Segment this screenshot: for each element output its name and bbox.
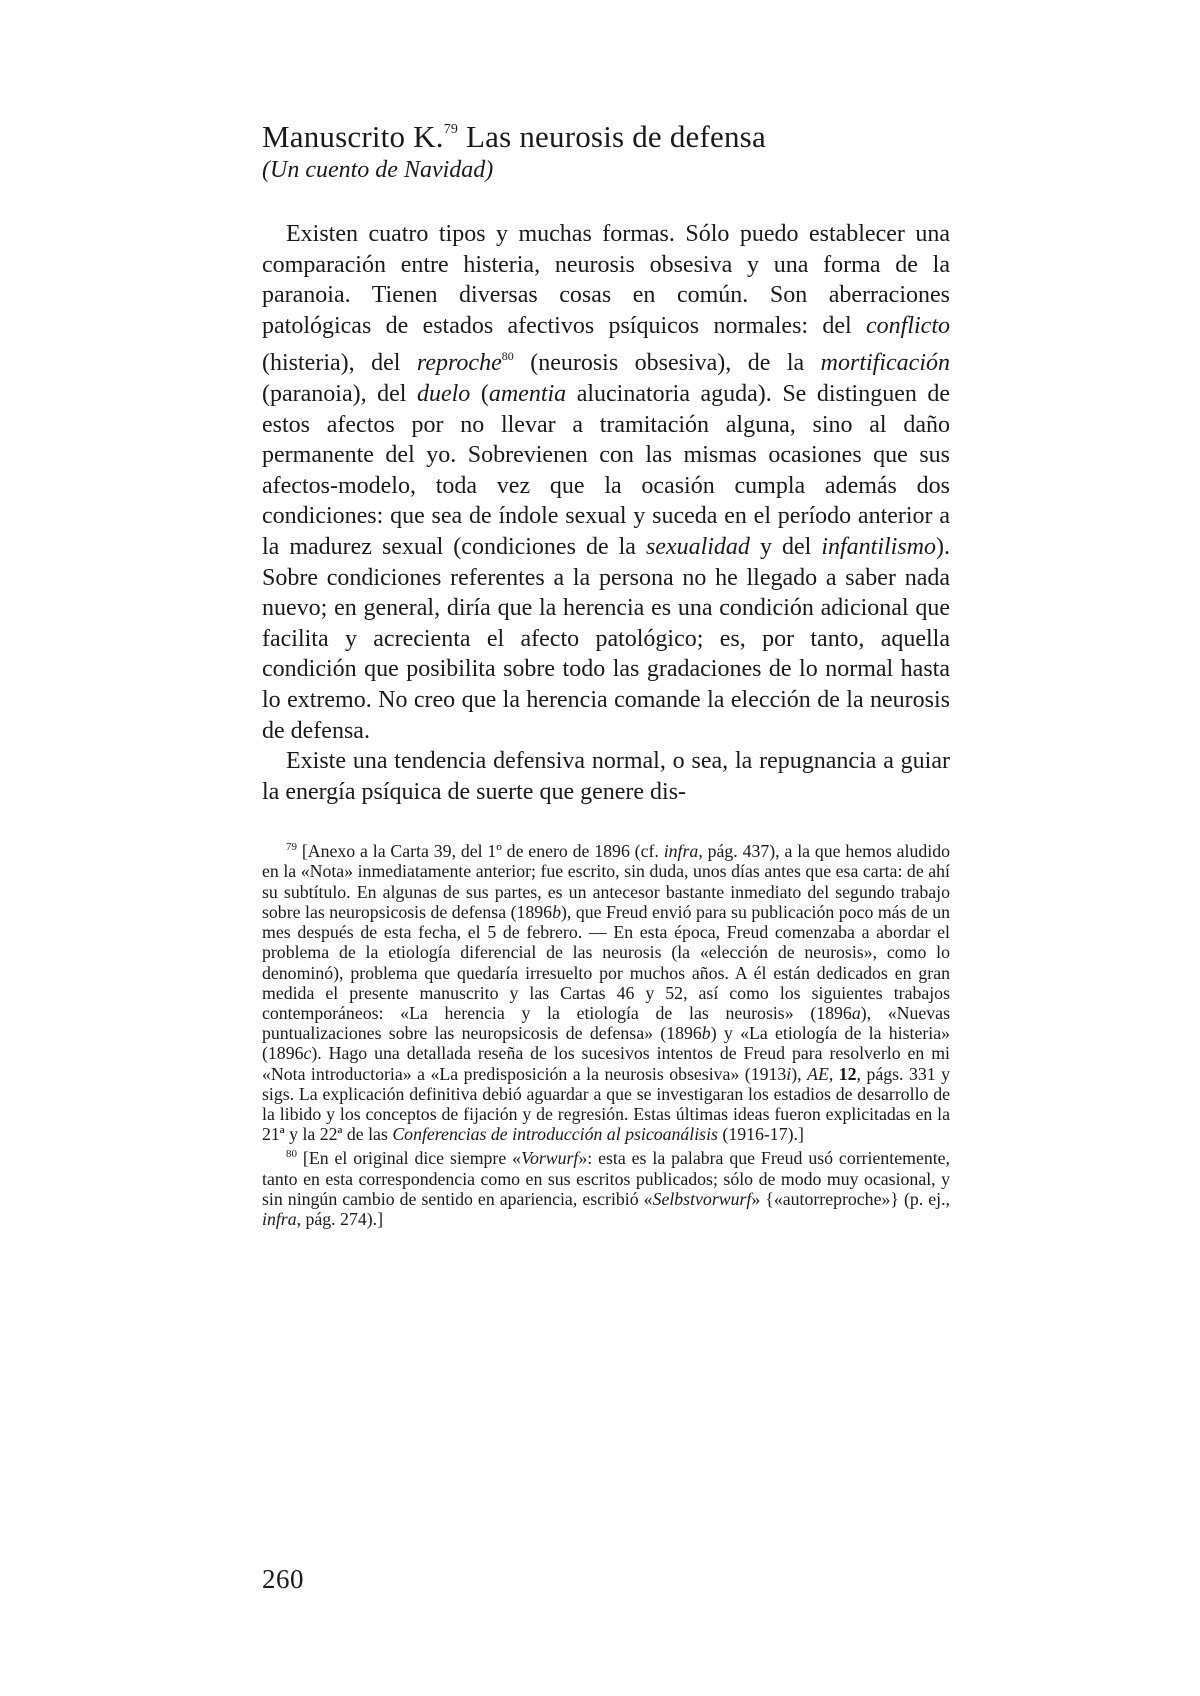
bold-run: 12 [838, 1063, 857, 1084]
main-text [262, 219, 950, 807]
text-run: ). Sobre condiciones referentes a la persona no he llegado a saber nada nuevo; en general, diría que la herencia es una condición adicional que facilita y acrecienta el afecto patológico; es, por tanto, aquella condición que posibilita sobre todo las gradaciones de lo normal hasta lo extremo. No creo que la herencia comande la elección de la neurosis de defensa. [262, 533, 950, 744]
text-run: , [828, 1063, 839, 1084]
paragraph-1 [262, 219, 950, 746]
title-text: Manuscrito K. [262, 119, 444, 154]
footnotes [262, 837, 950, 1229]
term-conflicto: conflicto [866, 312, 950, 339]
italic-run: infra [262, 1208, 297, 1229]
term-reproche: reproche [416, 350, 502, 377]
text-run: »: esta es la palabra que Freud usó corrientemente, tanto en esta correspondencia como en sus escritos publicados; sólo de modo muy ocasional, y sin ningún cambio de sentido en apariencia, escribió « [262, 1148, 951, 1209]
footnote-80 [262, 1144, 950, 1229]
text-run: y del [749, 533, 822, 560]
text-run: ), «Nuevas puntualizaciones sobre las neuropsicosis de defensa» (1896 [262, 1002, 950, 1044]
text-run: (neurosis obsesiva), de la [513, 350, 821, 377]
text-run: ( [470, 380, 489, 407]
footnote-79 [262, 837, 950, 1144]
italic-run: infra [663, 841, 699, 862]
term-duelo: duelo [416, 380, 471, 407]
text-run: ). Hago una detallada reseña de los sucesivos intentos de Freud para resolverlo en mi «Nota introductoria» a «La predisposición a la neurosis obsesiva» (1913 [262, 1043, 950, 1084]
paragraph-2: Existe una tendencia defensiva normal, o sea, la repugnancia a guiar la energía psíquica de suerte que genere dis- [262, 748, 950, 805]
page-subtitle: (Un cuento de Navidad) [262, 157, 494, 183]
text-run: ), [791, 1063, 808, 1084]
page-number: 260 [262, 1564, 304, 1594]
text-run: Existen cuatro tipos y muchas formas. Sólo puedo establecer una comparación entre histeria, neurosis obsesiva y una forma de la paranoia. Tienen diversas cosas en común. Son aberraciones patológicas de estados afectivos psíquicos normales: del [262, 221, 950, 339]
text-run: [Anexo a la Carta 39, del 1º de enero de 1896 (cf. [297, 841, 664, 862]
page-title [262, 112, 950, 155]
italic-run: a [851, 1002, 861, 1023]
title-rest: Las neurosis de defensa [458, 119, 766, 154]
italic-run: b [701, 1023, 711, 1044]
term-infantilismo: infantilismo [821, 533, 936, 560]
text-run: alucinatoria aguda). Se distinguen de estos afectos por no llevar a tramitación alguna, sino al daño permanente del yo. Sobrevienen con las mismas ocasiones que sus afectos-modelo, toda vez que la ocasión cumpla además dos condiciones: que sea de índole sexual y suceda en el período anterior a la madurez sexual (condiciones de la [262, 380, 951, 560]
italic-run: Conferencias de introducción al psicoanálisis [392, 1124, 718, 1145]
italic-run: Selbstvorwurf [652, 1188, 752, 1209]
term-sexualidad: sexualidad [645, 533, 750, 560]
text-run: (1916-17).] [717, 1124, 804, 1145]
term-amentia: amentia [488, 380, 567, 407]
italic-run: Vorwurf [521, 1148, 579, 1169]
footnote-ref-80[interactable]: 80 [501, 349, 514, 364]
text-run: [En el original dice siempre « [297, 1148, 522, 1169]
text-run: , pág. 274).] [296, 1208, 384, 1229]
italic-run: c [303, 1043, 312, 1064]
italic-run: i [786, 1063, 792, 1084]
text-run: , págs. 331 y sigs. La explicación definitiva debió aguardar a que se investigaran los estadios de desarrollo de la libido y los conceptos de fijación y de regresión. Estas últimas ideas fueron explicitadas en la 21ª y la 22ª de las [262, 1063, 950, 1145]
italic-run: b [552, 901, 561, 922]
footnote-number: 80 [286, 1148, 297, 1161]
text-run: » {«autorreproche»} (p. ej., [751, 1188, 950, 1209]
italic-run: AE [807, 1063, 829, 1084]
text-run: ) y «La etiología de la histeria» (1896 [262, 1023, 950, 1064]
term-mortificacion: mortificación [820, 350, 950, 377]
text-run: ), que Freud envió para su publicación poco más de un mes después de esta fecha, el 5 de febrero. — En esta época, Freud comenzaba a abordar el problema de la etiología diferencial de las neurosis (la «elección de neurosis», como lo denominó), problema que quedaría irresuelto por muchos años. A él están dedicados en gran medida el presente manuscrito y las Cartas 46 y 52, así como los siguientes trabajos contemporáneos: «La herencia y la etiología de las neurosis» (1896 [262, 901, 951, 1023]
text-run: (histeria), del [262, 350, 417, 377]
page-content [262, 112, 950, 1229]
footnote-number: 79 [286, 841, 297, 854]
text-run: (paranoia), del [262, 380, 417, 407]
footnote-ref-79[interactable]: 79 [443, 122, 459, 137]
text-run: , pág. 437), a la que hemos aludido en la «Nota» inmediatamente anterior; fue escrito, sin duda, unos días antes que esa carta: de ahí su subtítulo. En algunas de sus partes, es un antecesor bastante inmediato del segundo trabajo sobre las neuropsicosis de defensa (1896 [262, 841, 950, 922]
